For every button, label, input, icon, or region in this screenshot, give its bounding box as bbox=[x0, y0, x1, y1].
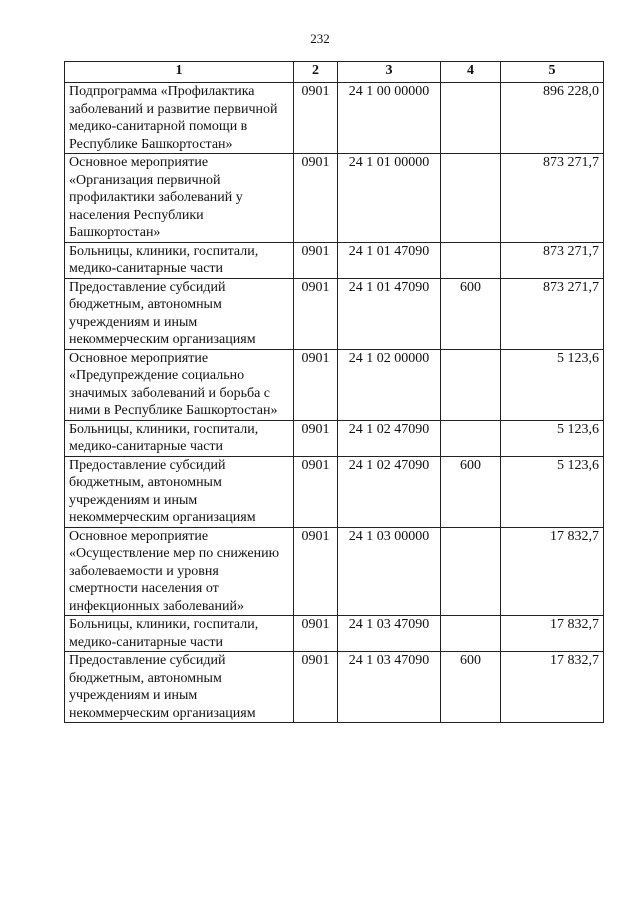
page-number: 232 bbox=[310, 31, 330, 46]
table-row bbox=[65, 456, 604, 527]
table-row bbox=[65, 83, 604, 154]
table-row bbox=[65, 616, 604, 652]
column-header-4: 4 bbox=[441, 62, 501, 83]
row-target-article-cell: 24 1 03 00000 bbox=[338, 527, 441, 616]
row-section-code-cell: 0901 bbox=[294, 420, 338, 456]
budget-table bbox=[64, 61, 604, 723]
row-expense-type-cell bbox=[441, 242, 501, 278]
row-target-article-cell: 24 1 02 47090 bbox=[338, 420, 441, 456]
row-amount-cell: 873 271,7 bbox=[501, 242, 604, 278]
row-section-code-cell: 0901 bbox=[294, 456, 338, 527]
table-row bbox=[65, 278, 604, 349]
row-section-code-cell: 0901 bbox=[294, 242, 338, 278]
table-row bbox=[65, 652, 604, 723]
row-expense-type-cell bbox=[441, 616, 501, 652]
row-name-cell: Основное мероприятие «Организация первичной профилактики заболеваний у населения Республики Башкортостан» bbox=[65, 154, 294, 243]
row-target-article-cell: 24 1 03 47090 bbox=[338, 652, 441, 723]
column-header-5: 5 bbox=[501, 62, 604, 83]
row-expense-type-cell bbox=[441, 527, 501, 616]
table-row bbox=[65, 349, 604, 420]
row-amount-cell: 5 123,6 bbox=[501, 420, 604, 456]
row-name-cell: Основное мероприятие «Осуществление мер по снижению заболеваемости и уровня смертности населения от инфекционных заболеваний» bbox=[65, 527, 294, 616]
row-name-cell: Подпрограмма «Профилактика заболеваний и развитие первичной медико-санитарной помощи в Республике Башкортостан» bbox=[65, 83, 294, 154]
row-name-cell: Больницы, клиники, госпитали, медико-санитарные части bbox=[65, 242, 294, 278]
row-section-code-cell: 0901 bbox=[294, 154, 338, 243]
row-expense-type-cell bbox=[441, 83, 501, 154]
row-expense-type-cell bbox=[441, 420, 501, 456]
row-expense-type-cell bbox=[441, 349, 501, 420]
row-section-code-cell: 0901 bbox=[294, 83, 338, 154]
table-row bbox=[65, 242, 604, 278]
table-row bbox=[65, 420, 604, 456]
row-name-cell: Больницы, клиники, госпитали, медико-санитарные части bbox=[65, 616, 294, 652]
row-amount-cell: 5 123,6 bbox=[501, 456, 604, 527]
row-name-cell: Предоставление субсидий бюджетным, автономным учреждениям и иным некоммерческим организациям bbox=[65, 456, 294, 527]
column-header-1: 1 bbox=[65, 62, 294, 83]
table-row bbox=[65, 527, 604, 616]
row-target-article-cell: 24 1 01 47090 bbox=[338, 278, 441, 349]
row-amount-cell: 896 228,0 bbox=[501, 83, 604, 154]
row-amount-cell: 873 271,7 bbox=[501, 154, 604, 243]
row-amount-cell: 5 123,6 bbox=[501, 349, 604, 420]
table-header-row bbox=[65, 62, 604, 83]
row-expense-type-cell: 600 bbox=[441, 278, 501, 349]
row-target-article-cell: 24 1 03 47090 bbox=[338, 616, 441, 652]
row-amount-cell: 17 832,7 bbox=[501, 652, 604, 723]
row-section-code-cell: 0901 bbox=[294, 616, 338, 652]
row-section-code-cell: 0901 bbox=[294, 349, 338, 420]
row-expense-type-cell: 600 bbox=[441, 652, 501, 723]
row-amount-cell: 17 832,7 bbox=[501, 616, 604, 652]
row-target-article-cell: 24 1 02 47090 bbox=[338, 456, 441, 527]
row-name-cell: Больницы, клиники, госпитали, медико-санитарные части bbox=[65, 420, 294, 456]
row-section-code-cell: 0901 bbox=[294, 278, 338, 349]
table-row bbox=[65, 154, 604, 243]
row-target-article-cell: 24 1 01 47090 bbox=[338, 242, 441, 278]
row-name-cell: Предоставление субсидий бюджетным, автономным учреждениям и иным некоммерческим организациям bbox=[65, 278, 294, 349]
row-target-article-cell: 24 1 00 00000 bbox=[338, 83, 441, 154]
column-header-2: 2 bbox=[294, 62, 338, 83]
row-name-cell: Основное мероприятие «Предупреждение социально значимых заболеваний и борьба с ними в Республике Башкортостан» bbox=[65, 349, 294, 420]
row-target-article-cell: 24 1 02 00000 bbox=[338, 349, 441, 420]
row-amount-cell: 873 271,7 bbox=[501, 278, 604, 349]
row-section-code-cell: 0901 bbox=[294, 527, 338, 616]
row-amount-cell: 17 832,7 bbox=[501, 527, 604, 616]
column-header-3: 3 bbox=[338, 62, 441, 83]
row-name-cell: Предоставление субсидий бюджетным, автономным учреждениям и иным некоммерческим организациям bbox=[65, 652, 294, 723]
row-expense-type-cell: 600 bbox=[441, 456, 501, 527]
row-target-article-cell: 24 1 01 00000 bbox=[338, 154, 441, 243]
row-section-code-cell: 0901 bbox=[294, 652, 338, 723]
row-expense-type-cell bbox=[441, 154, 501, 243]
